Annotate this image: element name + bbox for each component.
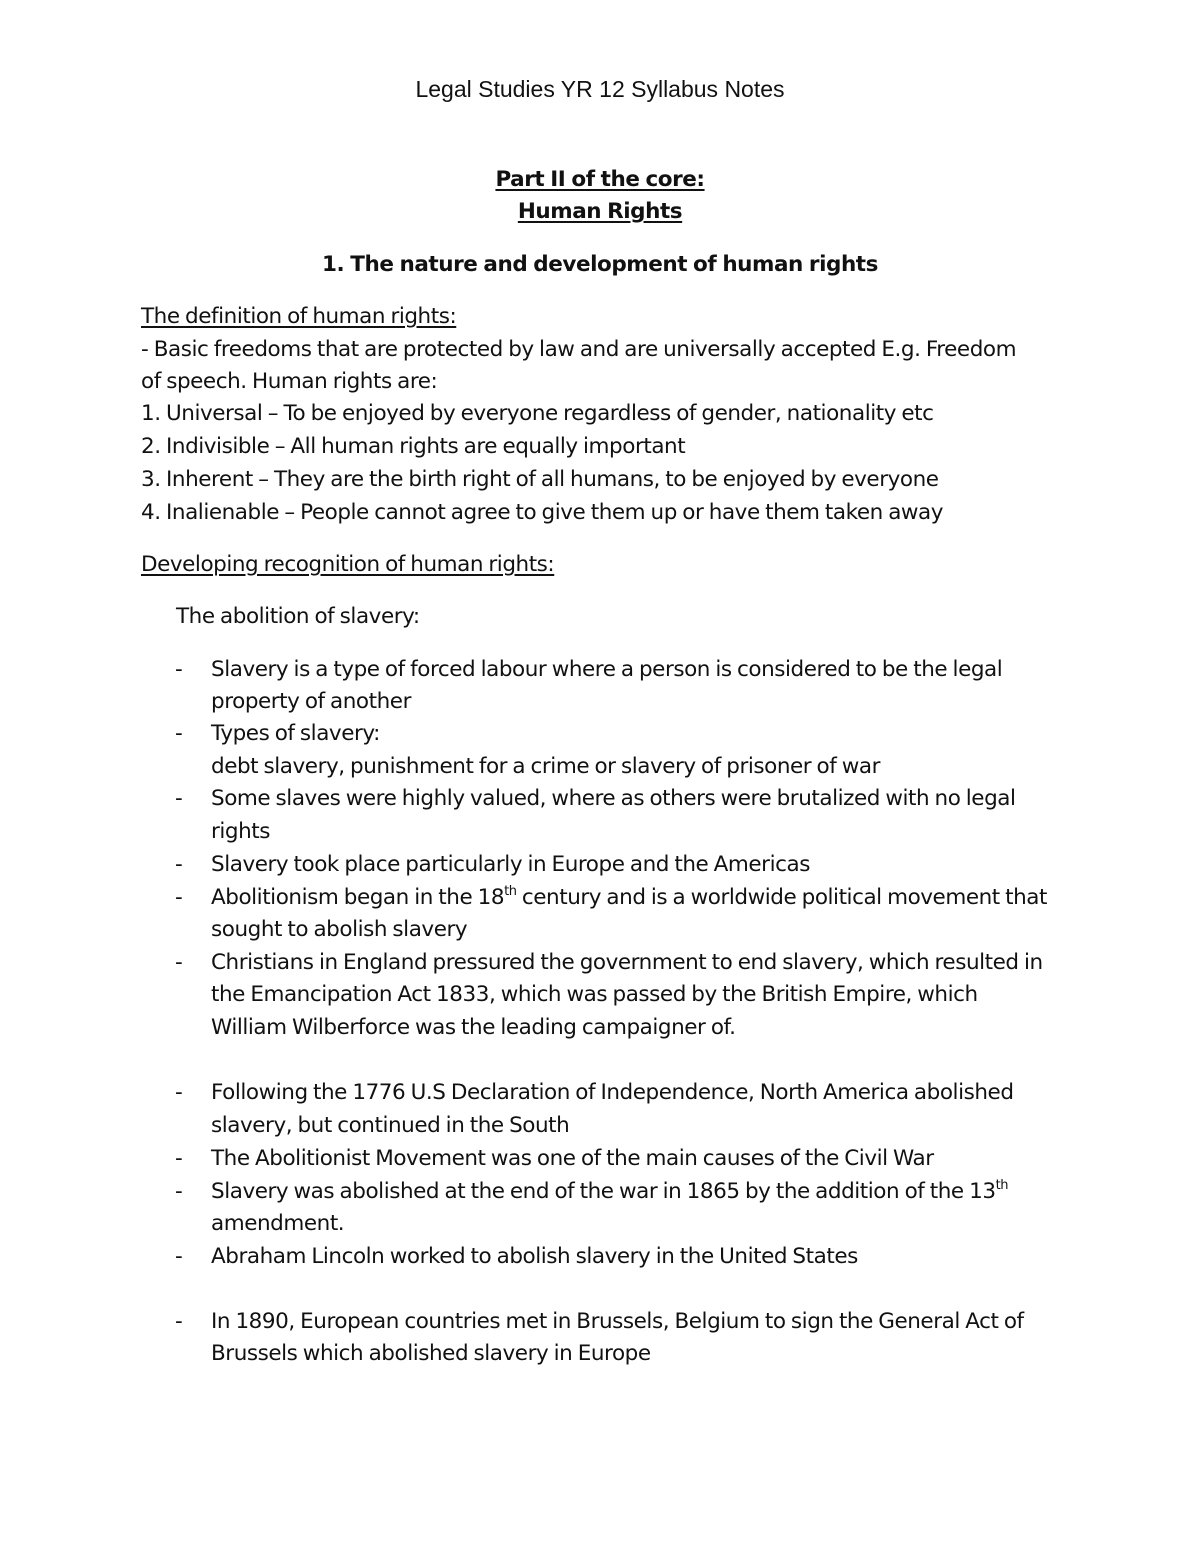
- definition-text-line-2: of speech. Human rights are:: [141, 369, 438, 394]
- list-item-text: sought to abolish slavery: [211, 917, 468, 942]
- list-item-text: Following the 1776 U.S Declaration of Independence, North America abolished: [211, 1080, 1014, 1105]
- part-heading: Part II of the core:: [495, 167, 705, 192]
- definition-item-inherent: 3. Inherent – They are the birth right of all humans, to be enjoyed by everyone: [141, 467, 939, 492]
- list-item-text: Some slaves were highly valued, where as others were brutalized with no legal: [211, 786, 1016, 811]
- list-item-text: Christians in England pressured the government to end slavery, which resulted in: [211, 950, 1043, 975]
- topic-heading: Human Rights: [517, 199, 683, 224]
- list-item-text: William Wilberforce was the leading campaigner of.: [211, 1015, 736, 1040]
- list-item-text: Slavery took place particularly in Europe and the Americas: [211, 852, 810, 877]
- recognition-heading: Developing recognition of human rights:: [141, 552, 555, 577]
- bullet-dash: -: [175, 885, 183, 910]
- definition-item-indivisible: 2. Indivisible – All human rights are equally important: [141, 434, 686, 459]
- bullet-dash: -: [175, 950, 183, 975]
- list-item-text: Abraham Lincoln worked to abolish slavery in the United States: [211, 1244, 858, 1269]
- bullet-dash: -: [175, 1179, 183, 1204]
- bullet-dash: -: [175, 1080, 183, 1105]
- definition-heading: The definition of human rights:: [141, 304, 457, 329]
- definition-item-universal: 1. Universal – To be enjoyed by everyone regardless of gender, nationality etc: [141, 401, 934, 426]
- slavery-subheading: The abolition of slavery:: [176, 604, 420, 629]
- bullet-dash: -: [175, 1244, 183, 1269]
- list-item-text: property of another: [211, 689, 411, 714]
- list-item-text: Slavery is a type of forced labour where a person is considered to be the legal: [211, 657, 1003, 682]
- list-item-text: In 1890, European countries met in Brussels, Belgium to sign the General Act of: [211, 1309, 1024, 1334]
- bullet-dash: -: [175, 1309, 183, 1334]
- bullet-dash: -: [175, 786, 183, 811]
- list-item-text: Abolitionism began in the 18th century and is a worldwide political movement that: [211, 883, 1048, 910]
- section-heading: 1. The nature and development of human rights: [322, 252, 878, 277]
- list-item-text: The Abolitionist Movement was one of the main causes of the Civil War: [211, 1146, 934, 1171]
- definition-item-inalienable: 4. Inalienable – People cannot agree to give them up or have them taken away: [141, 500, 944, 525]
- bullet-dash: -: [175, 721, 183, 746]
- list-item-text: Types of slavery:: [211, 721, 380, 746]
- definition-text-line-1: - Basic freedoms that are protected by law and are universally accepted E.g. Freedom: [141, 337, 1017, 362]
- bullet-dash: -: [175, 1146, 183, 1171]
- document-header-title: Legal Studies YR 12 Syllabus Notes: [415, 76, 785, 102]
- list-item-text: rights: [211, 819, 271, 844]
- list-item-text: Brussels which abolished slavery in Europe: [211, 1341, 651, 1366]
- list-item-text: slavery, but continued in the South: [211, 1113, 570, 1138]
- bullet-dash: -: [175, 657, 183, 682]
- list-item-text: the Emancipation Act 1833, which was passed by the British Empire, which: [211, 982, 978, 1007]
- list-item-text: amendment.: [211, 1211, 345, 1236]
- bullet-dash: -: [175, 852, 183, 877]
- list-item-text: debt slavery, punishment for a crime or slavery of prisoner of war: [211, 754, 881, 779]
- list-item-text: Slavery was abolished at the end of the war in 1865 by the addition of the 13th: [211, 1177, 1008, 1204]
